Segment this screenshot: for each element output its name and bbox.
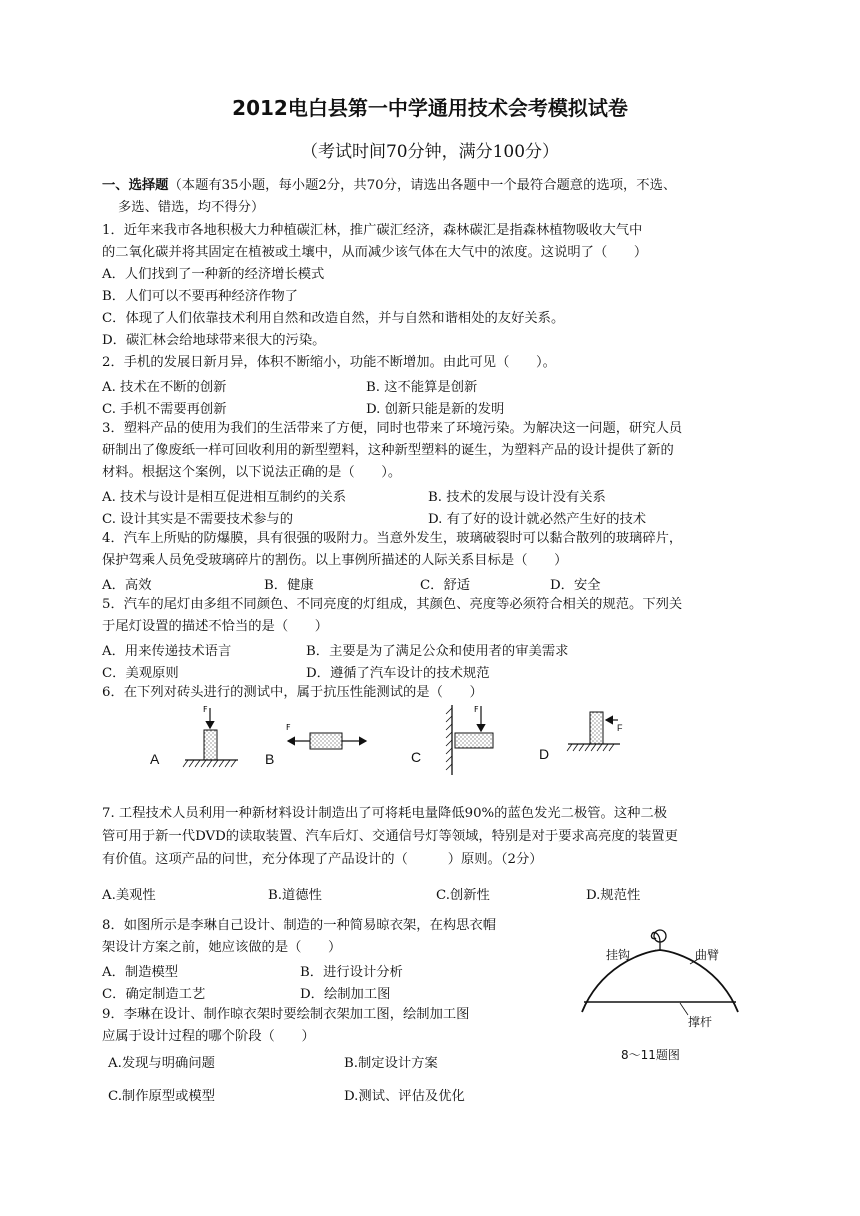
brick-test-figures <box>140 700 620 780</box>
figure-a <box>183 705 238 767</box>
q3-option-c: C. 设计其实是不需要技术参与的 <box>102 512 294 527</box>
section-heading <box>102 177 676 195</box>
q1-stem-line2: 的二氧化碳并将其固定在植被或土壤中，从而减少该气体在大气中的浓度。这说明了（ ） <box>102 245 648 260</box>
q7-stem-line1: 7. 工程技术人员利用一种新材料设计制造出了可将耗电量降低90%的蓝色发光二极管。这种二极 <box>102 806 668 821</box>
q7-option-b: B.道德性 <box>268 888 322 903</box>
q3-stem-line3: 材料。根据这个案例，以下说法正确的是（ ）。 <box>102 465 402 480</box>
q5-option-a: A．用来传递技术语言 <box>102 644 232 659</box>
q2-option-d: D. 创新只能是新的发明 <box>366 402 505 417</box>
q3-option-a: A. 技术与设计是相互促进相互制约的关系 <box>102 490 347 505</box>
q1-stem-line1: 1．近年来我市各地积极大力种植碳汇林，推广碳汇经济，森林碳汇是指森林植物吸收大气中 <box>102 223 643 238</box>
q2-option-c: C. 手机不需要再创新 <box>102 402 227 417</box>
q4-stem-line2: 保护驾乘人员免受玻璃碎片的割伤。以上事例所描述的人际关系目标是（ ） <box>102 553 568 568</box>
q9-option-b: B.制定设计方案 <box>344 1056 438 1071</box>
section-instructions-1: （本题有35小题，每小题2分，共70分，请选出各题中一个最符合题意的选项，不选、 <box>168 178 677 193</box>
q2-option-b: B. 这不能算是创新 <box>366 380 478 395</box>
force-label-b: F <box>286 723 291 732</box>
q9-option-a: A.发现与明确问题 <box>108 1056 215 1071</box>
q4-stem-line1: 4．汽车上所贴的防爆膜，具有很强的吸附力。当意外发生，玻璃破裂时可以黏合散列的玻璃碎片， <box>102 531 683 546</box>
figure-a-label: A <box>150 751 160 767</box>
q2-stem: 2．手机的发展日新月异，体积不断缩小，功能不断增加。由此可见（ ）。 <box>102 355 556 370</box>
figure-d-label: D <box>539 746 550 762</box>
q8-stem-line2: 架设计方案之前，她应该做的是（ ） <box>102 940 342 955</box>
hook-label: 挂钩 <box>606 948 631 962</box>
force-label-c: F <box>474 705 479 714</box>
q1-option-a: A．人们找到了一种新的经济增长模式 <box>102 267 325 282</box>
q7-stem-line2: 管可用于新一代DVD的读取装置、汽车后灯、交通信号灯等领域，特别是对于要求高亮度的装置更 <box>102 829 678 844</box>
q3-stem-line2: 研制出了像废纸一样可回收利用的新型塑料，这种新型塑料的诞生，为塑料产品的设计提供了新的 <box>102 443 674 458</box>
q8-option-d: D．绘制加工图 <box>300 987 391 1002</box>
force-label-d: F <box>617 723 623 733</box>
figure-b <box>286 723 366 749</box>
q4-option-d: D．安全 <box>550 578 601 593</box>
q5-stem-line2: 于尾灯设置的描述不恰当的是（ ） <box>102 619 329 634</box>
figure-d <box>567 712 620 751</box>
arm-label: 曲臂 <box>695 948 720 962</box>
q4-option-c: C．舒适 <box>420 578 471 593</box>
q4-option-a: A．高效 <box>102 578 152 593</box>
q6-stem: 6．在下列对砖头进行的测试中，属于抗压性能测试的是（ ） <box>102 685 483 700</box>
q9-stem-line2: 应属于设计过程的哪个阶段（ ） <box>102 1029 315 1044</box>
q8-option-c: C．确定制造工艺 <box>102 987 206 1002</box>
q9-option-c: C.制作原型或模型 <box>108 1089 216 1104</box>
q5-option-c: C．美观原则 <box>102 666 179 681</box>
q4-option-b: B．健康 <box>264 578 314 593</box>
q9-option-d: D.测试、评估及优化 <box>344 1089 465 1104</box>
q1-option-c: C．体现了人们依靠技术利用自然和改造自然，并与自然和谐相处的友好关系。 <box>102 311 565 326</box>
force-label-a: F <box>203 705 208 714</box>
section-title: 一、选择题 <box>102 178 169 193</box>
q1-option-d: D．碳汇林会给地球带来很大的污染。 <box>102 333 326 348</box>
q9-stem-line1: 9．李琳在设计、制作晾衣架时要绘制衣架加工图，绘制加工图 <box>102 1007 470 1022</box>
figure-b-label: B <box>265 751 275 767</box>
exam-subtitle: （考试时间70分钟，满分100分） <box>300 142 560 162</box>
q3-stem-line1: 3．塑料产品的使用为我们的生活带来了方便，同时也带来了环境污染。为解决这一问题，研究人员 <box>102 421 683 436</box>
q8-option-a: A．制造模型 <box>102 965 179 980</box>
q3-option-b: B. 技术的发展与设计没有关系 <box>428 490 606 505</box>
q2-option-a: A. 技术在不断的创新 <box>102 380 227 395</box>
q8-option-b: B．进行设计分析 <box>300 965 403 980</box>
q7-option-d: D.规范性 <box>586 888 641 903</box>
section-instructions-2: 多选、错选，均不得分） <box>118 200 265 215</box>
q5-stem-line1: 5．汽车的尾灯由多组不同颜色、不同亮度的灯组成，其颜色、亮度等必须符合相关的规范。下列关 <box>102 597 683 612</box>
figure-c-label: C <box>411 749 422 765</box>
q7-option-a: A.美观性 <box>102 888 156 903</box>
q7-stem-line3: 有价值。这项产品的问世，充分体现了产品设计的（ ）原则。（2分） <box>102 852 543 867</box>
bar-label: 撑杆 <box>688 1015 713 1029</box>
q5-option-b: B．主要是为了满足公众和使用者的审美需求 <box>306 644 569 659</box>
q8-stem-line1: 8．如图所示是李琳自己设计、制造的一种简易晾衣架，在构思衣帽 <box>102 918 497 933</box>
clothes-hanger-figure <box>570 920 750 1030</box>
figure-c <box>446 705 493 775</box>
q7-option-c: C.创新性 <box>436 888 490 903</box>
q1-option-b: B．人们可以不要再种经济作物了 <box>102 289 298 304</box>
q5-option-d: D．遵循了汽车设计的技术规范 <box>306 666 490 681</box>
q3-option-d: D. 有了好的设计就必然产生好的技术 <box>428 512 647 527</box>
exam-title: 2012电白县第一中学通用技术会考模拟试卷 <box>232 96 628 120</box>
figure-caption: 8～11题图 <box>621 1048 680 1062</box>
